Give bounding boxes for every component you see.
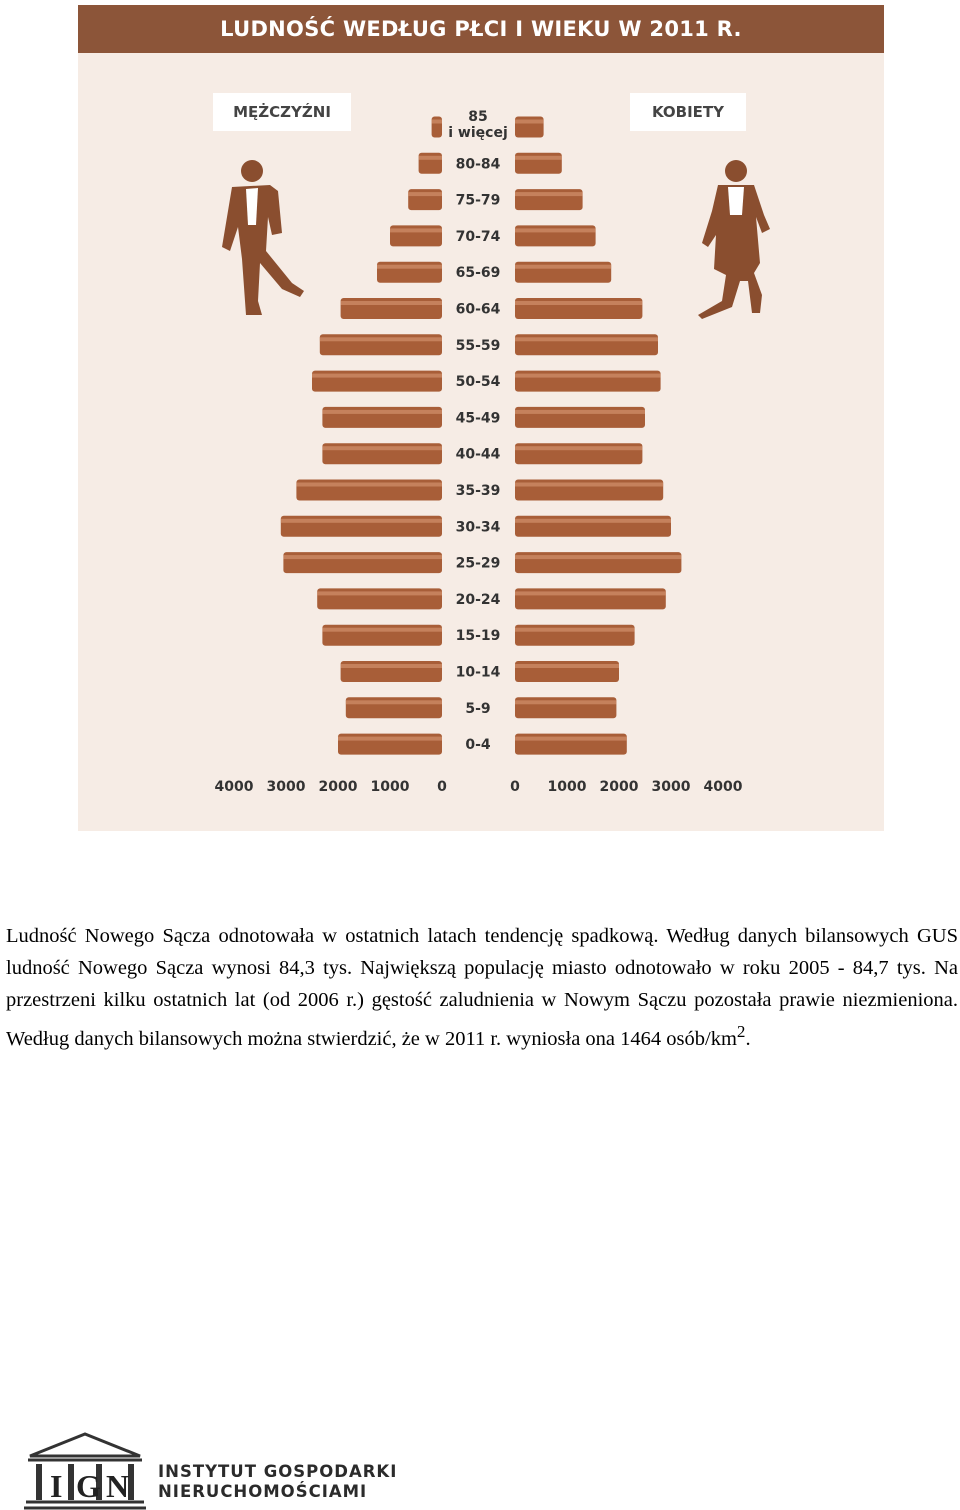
men-label: MĘŻCZYŹNI [213,93,351,131]
ign-logo [22,1432,422,1510]
female-bar-highlight [515,374,661,378]
male-bar-highlight [390,228,442,232]
age-group-label: 80-84 [455,156,501,173]
male-bar-highlight [341,301,442,305]
age-group-label: 75-79 [455,192,501,209]
age-group-label: i więcej [448,125,508,141]
paragraph [6,920,958,1055]
male-bar-highlight [317,591,442,595]
male-bar-highlight [322,628,442,632]
age-group-label: 10-14 [455,664,501,681]
female-bar-highlight [515,337,658,341]
age-group-label: 55-59 [455,337,501,354]
male-bar-highlight [419,156,442,160]
female-bar-highlight [515,192,583,196]
female-bar-highlight [515,228,596,232]
x-tick-label-right: 2000 [599,779,639,795]
female-bar-highlight [515,483,663,487]
age-group-label: 85 [468,109,488,125]
male-bar-highlight [296,483,442,487]
age-group-label: 0-4 [465,737,491,754]
age-group-label: 30-34 [455,519,501,536]
male-bar-highlight [338,737,442,741]
women-label: KOBIETY [630,93,746,131]
body-text [6,920,958,1055]
male-bar-highlight [432,120,442,124]
female-bar-highlight [515,265,611,269]
logo-line-2: NIERUCHOMOŚCIAMI [158,1482,368,1501]
male-bar-highlight [320,337,442,341]
age-group-label: 70-74 [455,228,501,245]
male-bar-highlight [312,374,442,378]
x-tick-label-left: 2000 [318,779,358,795]
logo-name [158,1462,397,1502]
age-group-label: 60-64 [455,301,501,318]
female-bar-highlight [515,737,627,741]
paragraph-main: Ludność Nowego Sącza odnotowała w ostatnich latach tendencję spadkową. Według danych bilansowych GUS ludność Nowego Sącza wynosi 84,3 tys. Największą populację miasto odnotowało w roku 2005 - 84,7 tys. Na przestrzeni kilku ostatnich lat (od 2006 r.) gęstość zaludnienia w Nowym Sączu pozostała prawie niezmieniona. Według danych bilansowych można stwierdzić, że w 2011 r. wyniosła ona 1464 osób/km [6,925,958,1050]
male-bar-highlight [322,410,442,414]
age-group-label: 40-44 [455,446,501,463]
male-bar-highlight [408,192,442,196]
age-group-label: 5-9 [465,700,491,717]
male-bar-highlight [283,555,442,559]
female-bar-highlight [515,555,681,559]
female-bar-highlight [515,591,666,595]
logo-line-1: INSTYTUT GOSPODARKI [158,1462,398,1481]
female-bar-highlight [515,156,562,160]
pyramid-chart [78,5,884,831]
x-tick-label-right: 3000 [651,779,691,795]
population-pyramid-figure [78,5,884,831]
male-bar-highlight [281,519,442,523]
x-tick-label-left: 3000 [266,779,306,795]
x-tick-label-left: 0 [437,779,447,795]
chart-title: LUDNOŚĆ WEDŁUG PŁCI I WIEKU W 2011 R. [78,5,884,53]
x-tick-label-right: 4000 [703,779,743,795]
x-tick-label-left: 1000 [370,779,410,795]
female-bar-highlight [515,519,671,523]
paragraph-end: . [745,1027,751,1050]
superscript: 2 [736,1022,746,1041]
building-logo-icon [22,1432,152,1510]
age-group-label: 65-69 [455,265,501,282]
age-group-label: 50-54 [455,374,501,391]
male-bar-highlight [341,664,442,668]
logo-letter-i: I [50,1468,63,1504]
female-bar-highlight [515,700,616,704]
age-group-label: 20-24 [455,591,501,608]
female-bar-highlight [515,301,642,305]
female-bar-highlight [515,628,635,632]
logo-letter-n: N [106,1468,130,1504]
female-bar-highlight [515,446,642,450]
male-bar-highlight [322,446,442,450]
logo-letter-g: G [76,1468,101,1504]
x-tick-label-right: 1000 [547,779,587,795]
age-group-label: 45-49 [455,410,501,427]
age-group-label: 15-19 [455,628,501,645]
female-bar-highlight [515,664,619,668]
male-bar-highlight [346,700,442,704]
female-bar-highlight [515,410,645,414]
age-group-label: 35-39 [455,483,501,499]
x-tick-label-left: 4000 [214,779,254,795]
age-group-label: 25-29 [455,555,501,572]
x-tick-label-right: 0 [510,779,520,795]
female-bar-highlight [515,120,544,124]
male-bar-highlight [377,265,442,269]
